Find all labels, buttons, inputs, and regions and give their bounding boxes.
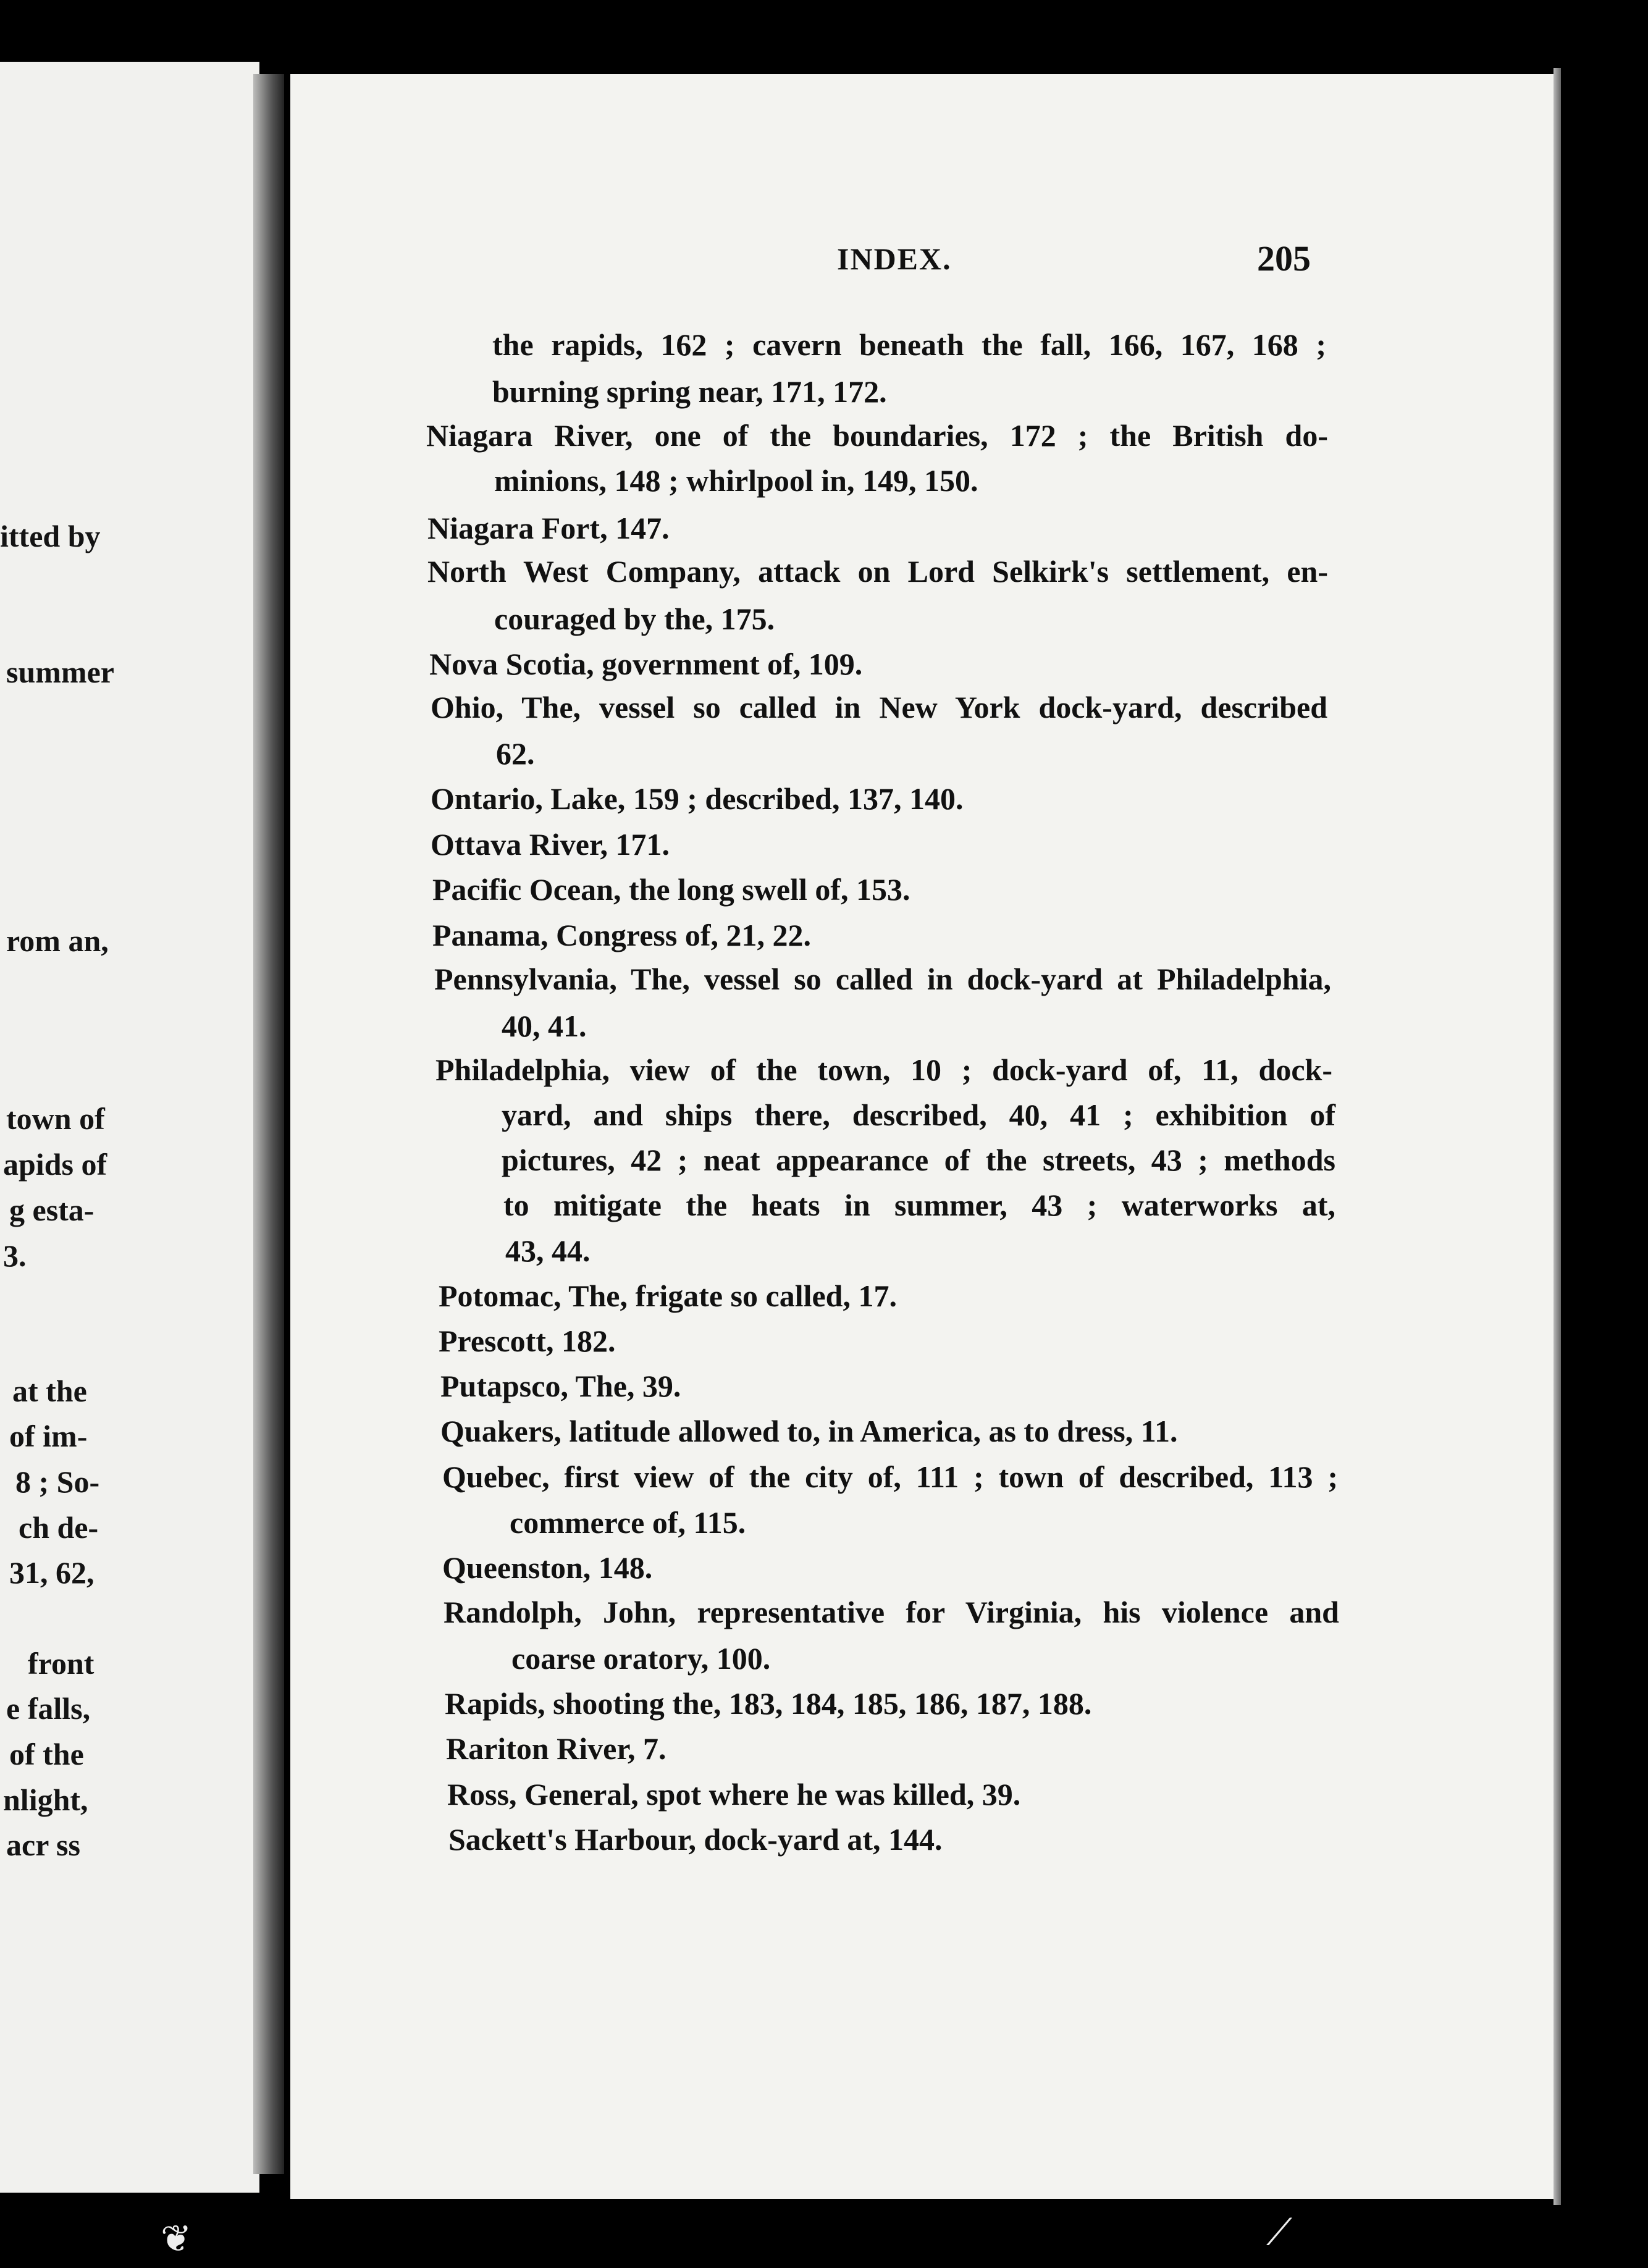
index-entry: Randolph, John, representative for Virginia, his violence and: [444, 1595, 1339, 1629]
left-page-line: at the: [12, 1374, 87, 1408]
left-page-line: of the: [9, 1737, 84, 1771]
index-page: [290, 74, 1558, 2199]
index-entry: Rapids, shooting the, 183, 184, 185, 186, 187, 188.: [445, 1686, 1092, 1721]
left-page-line: apids of: [3, 1147, 107, 1182]
left-page-line: nlight,: [3, 1783, 88, 1817]
left-page-line: acr ss: [6, 1828, 80, 1862]
index-entry: Ohio, The, vessel so called in New York dock-yard, described: [431, 690, 1327, 724]
running-head: INDEX.: [837, 242, 952, 276]
left-page-line: front: [28, 1646, 95, 1681]
index-entry: Queenston, 148.: [442, 1550, 653, 1585]
index-entry: Pennsylvania, The, vessel so called in dock-yard at Philadelphia,: [434, 962, 1331, 996]
left-page-line: itted by: [0, 519, 101, 553]
left-page-line: ch de-: [19, 1510, 99, 1545]
index-entry: North West Company, attack on Lord Selkirk's settlement, en-: [427, 554, 1328, 589]
index-entry: Quebec, first view of the city of, 111 ; town of described, 113 ;: [442, 1460, 1338, 1494]
index-line: commerce of, 115.: [510, 1505, 746, 1540]
index-entry: Pacific Ocean, the long swell of, 153.: [432, 872, 910, 907]
index-entry: Quakers, latitude allowed to, in America, as to dress, 11.: [440, 1414, 1178, 1448]
index-entry: Prescott, 182.: [439, 1324, 616, 1358]
page-number: 205: [1257, 238, 1311, 279]
index-line: burning spring near, 171, 172.: [492, 374, 887, 409]
index-line: minions, 148 ; whirlpool in, 149, 150.: [494, 463, 978, 498]
left-page-line: 31, 62,: [9, 1555, 95, 1590]
index-entry: Panama, Congress of, 21, 22.: [432, 918, 811, 952]
index-entry: Potomac, The, frigate so called, 17.: [439, 1279, 897, 1313]
index-entry: Putapsco, The, 39.: [440, 1369, 681, 1403]
left-page-line: e falls,: [6, 1691, 91, 1726]
index-line: the rapids, 162 ; cavern beneath the fall, 166, 167, 168 ;: [492, 327, 1326, 362]
index-line: pictures, 42 ; neat appearance of the streets, 43 ; methods: [502, 1143, 1335, 1177]
index-entry: Ontario, Lake, 159 ; described, 137, 140.: [431, 781, 964, 816]
index-line: coarse oratory, 100.: [511, 1641, 771, 1676]
index-line: 40, 41.: [502, 1009, 587, 1043]
index-entry: Nova Scotia, government of, 109.: [429, 647, 863, 681]
left-page-line: 3.: [3, 1238, 27, 1273]
index-entry: Niagara Fort, 147.: [427, 511, 670, 545]
left-page-line: of im-: [9, 1419, 88, 1453]
index-entry: Rariton River, 7.: [446, 1731, 666, 1766]
left-page-line: rom an,: [6, 923, 109, 958]
index-entry: Sackett's Harbour, dock-yard at, 144.: [448, 1822, 943, 1857]
left-page-line: 8 ; So-: [15, 1464, 100, 1499]
left-page-line: summer: [6, 655, 114, 689]
index-entry: Ottava River, 171.: [431, 827, 670, 862]
index-line: 62.: [496, 736, 535, 771]
index-line: to mitigate the heats in summer, 43 ; waterworks at,: [503, 1188, 1335, 1222]
scan-mark: ⟋: [1266, 2212, 1292, 2253]
left-page-line: town of: [6, 1101, 105, 1136]
index-line: couraged by the, 175.: [494, 602, 775, 636]
index-line: yard, and ships there, described, 40, 41 ; exhibition of: [502, 1098, 1335, 1132]
index-entry: Philadelphia, view of the town, 10 ; dock-yard of, 11, dock-: [435, 1052, 1332, 1087]
book-gutter: [253, 74, 284, 2174]
index-line: 43, 44.: [505, 1233, 591, 1268]
index-entry: Niagara River, one of the boundaries, 172 ; the British do-: [426, 418, 1328, 453]
scan-mark: ❦: [161, 2219, 192, 2259]
left-page-line: g esta-: [9, 1193, 95, 1227]
page-edge: [1553, 68, 1561, 2205]
index-entry: Ross, General, spot where he was killed, 39.: [447, 1777, 1021, 1812]
